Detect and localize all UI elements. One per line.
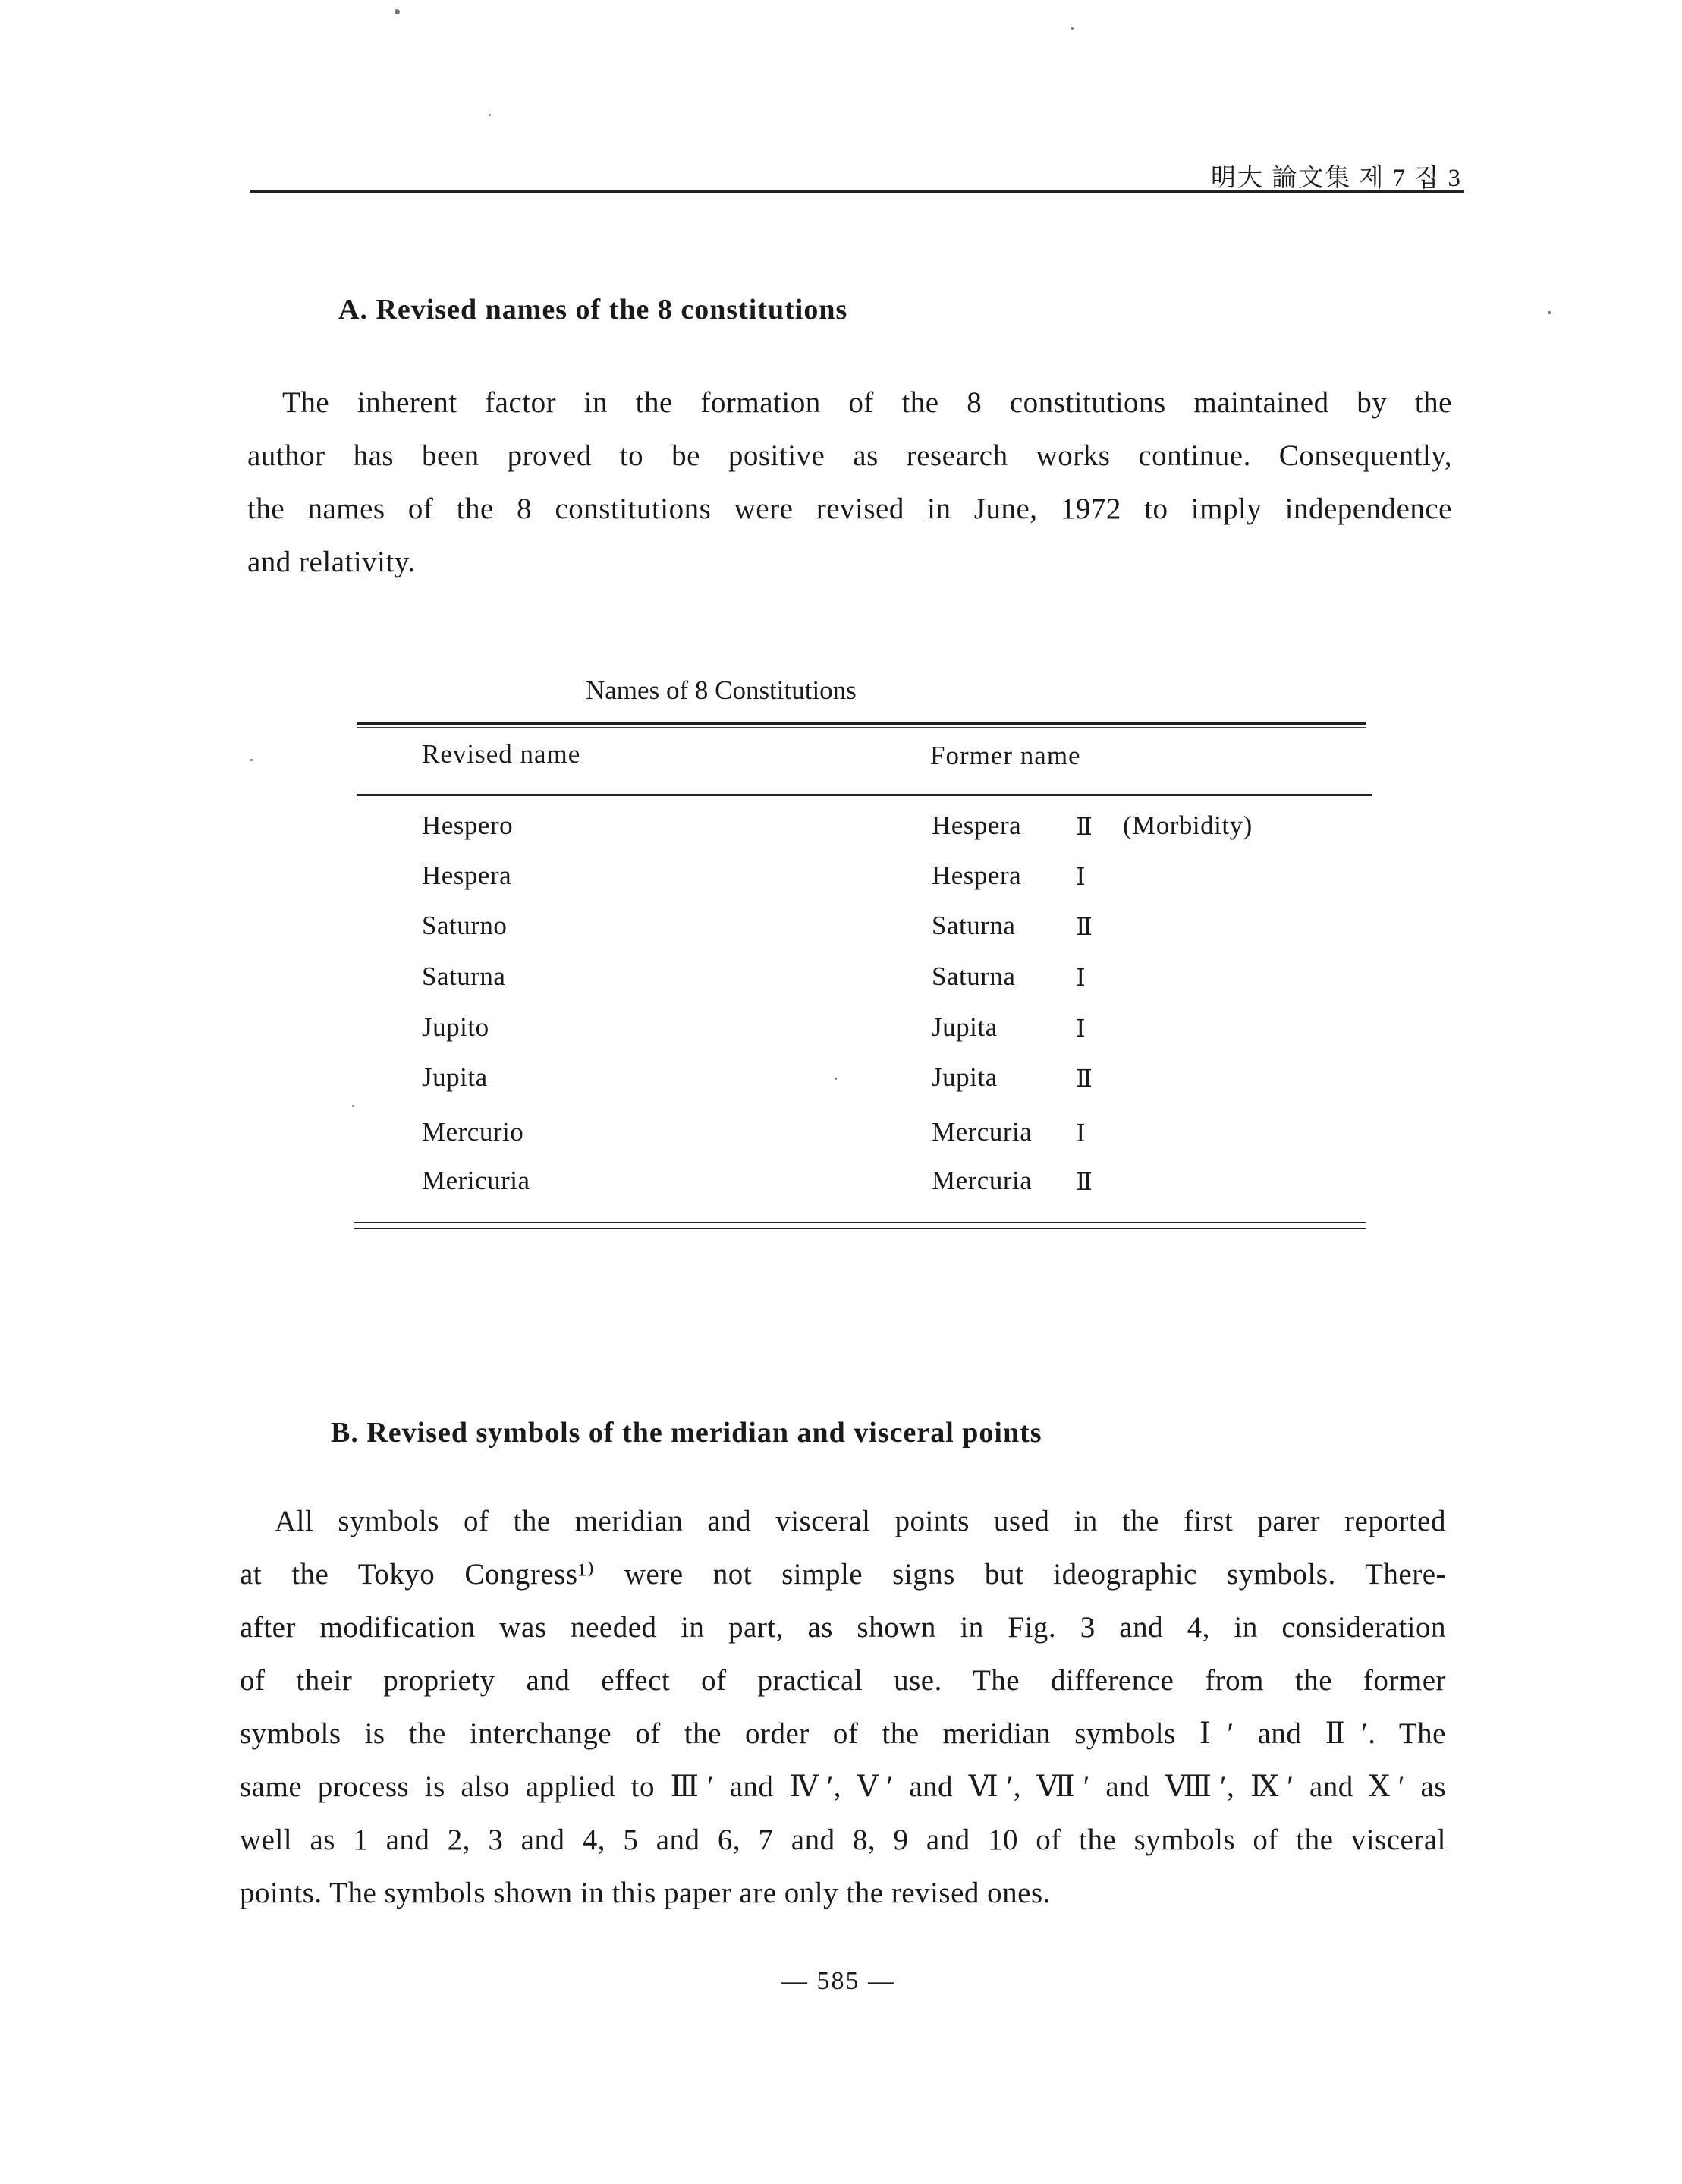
table-top-rule [357,722,1366,725]
paragraph-line: The inherent factor in the formation of the 8 constitutions maintained by the [282,386,1452,419]
former-numeral-cell: Ⅱ [1076,812,1093,841]
table-bottom-rule-second [354,1228,1366,1229]
paragraph-line: well as 1 and 2, 3 and 4, 5 and 6, 7 and 8, 9 and 10 of the symbols of the visceral [240,1824,1446,1856]
table-row [0,810,1682,856]
column-header-revised-name: Revised name [422,739,581,769]
paragraph-line: of their propriety and effect of practical use. The difference from the former [240,1664,1446,1697]
table-row [0,861,1682,906]
former-name-cell: Mercuria [932,1166,1033,1195]
former-name-cell: Saturna [932,911,1016,940]
section-b-paragraph [240,1495,1446,1920]
scan-speck [250,759,253,761]
former-name-cell: Hespera [932,810,1022,840]
former-name-cell: Jupita [932,1012,998,1042]
table-row [0,1012,1682,1058]
scan-speck [1071,27,1074,30]
paragraph-line: the names of the 8 constitutions were revised in June, 1972 to imply independence [247,493,1452,525]
former-numeral-cell: Ⅰ [1076,1014,1086,1043]
scan-speck [395,9,400,14]
former-name-cell: Jupita [932,1062,998,1092]
former-name-cell: Mercuria [932,1117,1033,1147]
former-numeral-cell: Ⅱ [1076,1064,1093,1093]
note-cell: (Morbidity) [1123,810,1253,840]
paragraph-line: at the Tokyo Congress¹⁾ were not simple signs but ideographic symbols. There- [240,1558,1446,1591]
table-bottom-rule [354,1222,1366,1223]
paragraph-line: after modification was needed in part, as shown in Fig. 3 and 4, in consideration [240,1611,1446,1644]
paragraph-line: points. The symbols shown in this paper are only the revised ones. [240,1877,1051,1909]
paragraph-line: and relativity. [247,546,416,578]
former-name-cell: Saturna [932,961,1016,991]
revised-name-cell: Jupita [422,1062,488,1092]
table-row [0,1117,1682,1163]
revised-name-cell: Saturno [422,911,508,940]
table-caption: Names of 8 Constitutions [586,675,857,705]
revised-name-cell: Saturna [422,961,506,991]
former-numeral-cell: Ⅰ [1076,963,1086,992]
table-top-rule-thin [357,727,1366,728]
section-b-heading: B. Revised symbols of the meridian and visceral points [331,1417,1042,1449]
former-numeral-cell: Ⅱ [1076,1167,1093,1196]
table-row [0,1166,1682,1211]
revised-name-cell: Mericuria [422,1166,530,1195]
table-header-rule [357,794,1372,796]
revised-name-cell: Hespero [422,810,514,840]
scan-speck [1548,311,1551,314]
header-rule [250,190,1464,193]
section-a-heading: A. Revised names of the 8 constitutions [338,294,848,326]
running-header: 明大 論文集 제 7 집 3 [1210,165,1462,192]
paragraph-line: same process is also applied to Ⅲ′ and Ⅳ′, Ⅴ′ and Ⅵ′, Ⅶ′ and Ⅷ′, Ⅸ′ and Ⅹ′ as [240,1770,1446,1803]
revised-name-cell: Mercurio [422,1117,524,1147]
table-row [0,911,1682,956]
paragraph-line: All symbols of the meridian and visceral points used in the first parer reported [275,1505,1446,1537]
former-name-cell: Hespera [932,861,1022,890]
revised-name-cell: Jupito [422,1012,489,1042]
former-numeral-cell: Ⅱ [1076,912,1093,941]
former-numeral-cell: Ⅰ [1076,862,1086,891]
column-header-former-name: Former name [930,741,1081,770]
table-row [0,961,1682,1007]
scan-speck [489,114,491,116]
scan-speck [835,1078,837,1080]
table-row [0,1062,1682,1108]
paragraph-line: author has been proved to be positive as research works continue. Consequently, [247,439,1452,472]
former-numeral-cell: Ⅰ [1076,1119,1086,1147]
section-a-paragraph [247,376,1452,589]
revised-name-cell: Hespera [422,861,512,890]
page-number: — 585 — [781,1967,895,1995]
scan-speck [352,1105,354,1107]
paragraph-line: symbols is the interchange of the order of the meridian symbols Ⅰ′ and Ⅱ′. The [240,1717,1446,1750]
